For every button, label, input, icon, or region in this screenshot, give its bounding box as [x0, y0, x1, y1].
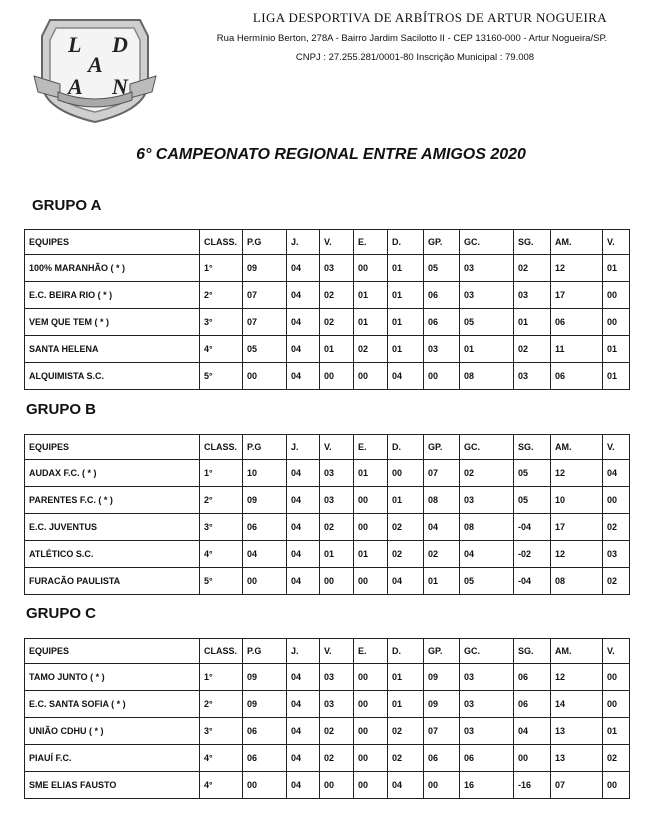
stat-cell-e: 01 [354, 309, 388, 336]
column-header-sg: SG. [514, 230, 551, 255]
column-header-d: D. [388, 639, 424, 664]
org-name: LIGA DESPORTIVA DE ARBÍTROS DE ARTUR NOGUEIRA [252, 10, 608, 25]
stat-cell-gc: 08 [460, 363, 514, 390]
standings-table [24, 638, 630, 799]
column-header-v2: V. [603, 639, 630, 664]
column-header-gp: GP. [424, 230, 460, 255]
stat-cell-gc: 03 [460, 691, 514, 718]
team-name-cell: E.C. JUVENTUS [25, 514, 200, 541]
table-row [25, 745, 630, 772]
team-name-cell: PIAUÍ F.C. [25, 745, 200, 772]
stat-cell-j: 04 [287, 336, 320, 363]
stat-cell-v: 03 [320, 691, 354, 718]
logo-letter-l: L [68, 32, 82, 57]
stat-cell-am: 08 [551, 568, 603, 595]
stat-cell-d: 01 [388, 691, 424, 718]
stat-cell-e: 00 [354, 691, 388, 718]
column-header-class: CLASS. [200, 435, 243, 460]
stat-cell-pg: 00 [243, 568, 287, 595]
stat-cell-class: 5° [200, 363, 243, 390]
stat-cell-e: 00 [354, 255, 388, 282]
stat-cell-pg: 00 [243, 363, 287, 390]
team-name-cell: SME ELIAS FAUSTO [25, 772, 200, 799]
stat-cell-v: 02 [320, 514, 354, 541]
stat-cell-j: 04 [287, 460, 320, 487]
stat-cell-v2: 04 [603, 460, 630, 487]
stat-cell-v: 02 [320, 745, 354, 772]
stat-cell-class: 3° [200, 309, 243, 336]
column-header-pg: P.G [243, 435, 287, 460]
table-row [25, 363, 630, 390]
group-title: GRUPO B [26, 401, 97, 418]
column-header-class: CLASS. [200, 639, 243, 664]
stat-cell-v: 00 [320, 772, 354, 799]
team-name-cell: ALQUIMISTA S.C. [25, 363, 200, 390]
stat-cell-sg: 01 [514, 309, 551, 336]
column-header-class: CLASS. [200, 230, 243, 255]
stat-cell-gc: 08 [460, 514, 514, 541]
stat-cell-j: 04 [287, 772, 320, 799]
stat-cell-am: 13 [551, 718, 603, 745]
column-header-e: E. [354, 435, 388, 460]
stat-cell-j: 04 [287, 664, 320, 691]
stat-cell-am: 17 [551, 282, 603, 309]
stat-cell-gp: 04 [424, 514, 460, 541]
stat-cell-d: 02 [388, 514, 424, 541]
stat-cell-e: 00 [354, 363, 388, 390]
stat-cell-gp: 06 [424, 282, 460, 309]
stat-cell-v2: 02 [603, 514, 630, 541]
stat-cell-e: 01 [354, 541, 388, 568]
stat-cell-gc: 03 [460, 255, 514, 282]
column-header-d: D. [388, 230, 424, 255]
stat-cell-sg: 05 [514, 487, 551, 514]
stat-cell-sg: -04 [514, 514, 551, 541]
stat-cell-gp: 06 [424, 745, 460, 772]
column-header-gp: GP. [424, 639, 460, 664]
org-cnpj: CNPJ : 27.255.281/0001-80 Inscrição Municipal : 79.008 [295, 52, 535, 63]
stat-cell-v: 00 [320, 363, 354, 390]
stat-cell-am: 06 [551, 363, 603, 390]
stat-cell-gp: 02 [424, 541, 460, 568]
team-name-cell: FURACÃO PAULISTA [25, 568, 200, 595]
stat-cell-d: 01 [388, 664, 424, 691]
stat-cell-gc: 03 [460, 487, 514, 514]
standings-table [24, 229, 630, 390]
stat-cell-v2: 00 [603, 487, 630, 514]
stat-cell-e: 01 [354, 282, 388, 309]
stat-cell-e: 00 [354, 568, 388, 595]
stat-cell-e: 00 [354, 664, 388, 691]
column-header-am: AM. [551, 435, 603, 460]
column-header-sg: SG. [514, 435, 551, 460]
stat-cell-v: 00 [320, 568, 354, 595]
stat-cell-e: 00 [354, 718, 388, 745]
column-header-pg: P.G [243, 639, 287, 664]
table-row [25, 718, 630, 745]
stat-cell-d: 01 [388, 309, 424, 336]
stat-cell-v: 03 [320, 460, 354, 487]
stat-cell-am: 06 [551, 309, 603, 336]
stat-cell-sg: 06 [514, 664, 551, 691]
stat-cell-v: 02 [320, 282, 354, 309]
stat-cell-pg: 07 [243, 309, 287, 336]
stat-cell-sg: 05 [514, 460, 551, 487]
column-header-e: E. [354, 639, 388, 664]
stat-cell-sg: 00 [514, 745, 551, 772]
stat-cell-v: 02 [320, 309, 354, 336]
stat-cell-am: 12 [551, 664, 603, 691]
column-header-v: V. [320, 435, 354, 460]
stat-cell-gc: 06 [460, 745, 514, 772]
stat-cell-gc: 05 [460, 568, 514, 595]
stat-cell-j: 04 [287, 568, 320, 595]
stat-cell-j: 04 [287, 363, 320, 390]
column-header-team: EQUIPES [25, 230, 200, 255]
stat-cell-v2: 00 [603, 282, 630, 309]
stat-cell-d: 02 [388, 541, 424, 568]
column-header-gc: GC. [460, 435, 514, 460]
stat-cell-gp: 00 [424, 363, 460, 390]
stat-cell-j: 04 [287, 541, 320, 568]
column-header-gc: GC. [460, 230, 514, 255]
stat-cell-v2: 01 [603, 718, 630, 745]
stat-cell-class: 5° [200, 568, 243, 595]
group-title: GRUPO A [32, 197, 102, 214]
table-row [25, 664, 630, 691]
stat-cell-am: 12 [551, 460, 603, 487]
column-header-sg: SG. [514, 639, 551, 664]
column-header-v: V. [320, 639, 354, 664]
table-row [25, 541, 630, 568]
stat-cell-class: 1° [200, 664, 243, 691]
stat-cell-d: 02 [388, 718, 424, 745]
stat-cell-gp: 08 [424, 487, 460, 514]
table-row [25, 691, 630, 718]
stat-cell-gp: 09 [424, 664, 460, 691]
stat-cell-v2: 01 [603, 336, 630, 363]
stat-cell-e: 00 [354, 772, 388, 799]
table-row [25, 514, 630, 541]
stat-cell-sg: -04 [514, 568, 551, 595]
stat-cell-v: 01 [320, 336, 354, 363]
stat-cell-v2: 03 [603, 541, 630, 568]
team-name-cell: VEM QUE TEM ( * ) [25, 309, 200, 336]
table-row [25, 336, 630, 363]
stat-cell-d: 01 [388, 282, 424, 309]
stat-cell-v2: 00 [603, 691, 630, 718]
stat-cell-gc: 05 [460, 309, 514, 336]
stat-cell-class: 1° [200, 460, 243, 487]
stat-cell-pg: 09 [243, 487, 287, 514]
column-header-e: E. [354, 230, 388, 255]
stat-cell-class: 4° [200, 745, 243, 772]
stat-cell-sg: -02 [514, 541, 551, 568]
stat-cell-gp: 00 [424, 772, 460, 799]
stat-cell-e: 00 [354, 514, 388, 541]
stat-cell-v2: 02 [603, 568, 630, 595]
stat-cell-gc: 03 [460, 282, 514, 309]
stat-cell-d: 04 [388, 772, 424, 799]
stat-cell-class: 2° [200, 282, 243, 309]
stat-cell-v2: 00 [603, 772, 630, 799]
stat-cell-j: 04 [287, 487, 320, 514]
stat-cell-class: 2° [200, 691, 243, 718]
column-header-j: J. [287, 435, 320, 460]
stat-cell-j: 04 [287, 745, 320, 772]
stat-cell-d: 00 [388, 460, 424, 487]
table-header-row [25, 230, 630, 255]
table-row [25, 255, 630, 282]
stat-cell-v: 02 [320, 718, 354, 745]
group-title: GRUPO C [26, 605, 97, 622]
stat-cell-class: 3° [200, 514, 243, 541]
column-header-v: V. [320, 230, 354, 255]
stat-cell-v2: 01 [603, 255, 630, 282]
stat-cell-e: 02 [354, 336, 388, 363]
stat-cell-sg: 06 [514, 691, 551, 718]
column-header-j: J. [287, 639, 320, 664]
table-row [25, 568, 630, 595]
team-name-cell: AUDAX F.C. ( * ) [25, 460, 200, 487]
stat-cell-gp: 06 [424, 309, 460, 336]
logo-letter-d: D [112, 32, 128, 57]
stat-cell-gp: 07 [424, 718, 460, 745]
stat-cell-class: 4° [200, 541, 243, 568]
column-header-am: AM. [551, 230, 603, 255]
stat-cell-j: 04 [287, 691, 320, 718]
stat-cell-v: 03 [320, 487, 354, 514]
stat-cell-pg: 04 [243, 541, 287, 568]
stat-cell-am: 17 [551, 514, 603, 541]
stat-cell-am: 07 [551, 772, 603, 799]
logo-letter-n: N [112, 74, 128, 99]
stat-cell-gp: 05 [424, 255, 460, 282]
stat-cell-d: 04 [388, 568, 424, 595]
stat-cell-j: 04 [287, 718, 320, 745]
column-header-v2: V. [603, 435, 630, 460]
team-name-cell: UNIÃO CDHU ( * ) [25, 718, 200, 745]
table-header-row [25, 639, 630, 664]
stat-cell-j: 04 [287, 514, 320, 541]
stat-cell-e: 00 [354, 745, 388, 772]
stat-cell-gp: 03 [424, 336, 460, 363]
stat-cell-gc: 04 [460, 541, 514, 568]
stat-cell-v: 03 [320, 664, 354, 691]
stat-cell-v: 03 [320, 255, 354, 282]
table-row [25, 772, 630, 799]
table-row [25, 487, 630, 514]
table-row [25, 309, 630, 336]
team-name-cell: TAMO JUNTO ( * ) [25, 664, 200, 691]
column-header-d: D. [388, 435, 424, 460]
stat-cell-pg: 09 [243, 664, 287, 691]
stat-cell-d: 01 [388, 336, 424, 363]
stat-cell-gc: 01 [460, 336, 514, 363]
team-name-cell: SANTA HELENA [25, 336, 200, 363]
stat-cell-am: 14 [551, 691, 603, 718]
stat-cell-pg: 00 [243, 772, 287, 799]
column-header-gc: GC. [460, 639, 514, 664]
league-shield-icon [30, 14, 160, 126]
stat-cell-gc: 03 [460, 664, 514, 691]
stat-cell-pg: 10 [243, 460, 287, 487]
stat-cell-e: 01 [354, 460, 388, 487]
org-address: Rua Hermínio Berton, 278A - Bairro Jardim Sacilotto II - CEP 13160-000 - Artur Nogueira/SP. [216, 33, 608, 44]
stat-cell-v: 01 [320, 541, 354, 568]
stat-cell-v2: 01 [603, 363, 630, 390]
stat-cell-class: 1° [200, 255, 243, 282]
stat-cell-gc: 02 [460, 460, 514, 487]
stat-cell-sg: 04 [514, 718, 551, 745]
stat-cell-pg: 05 [243, 336, 287, 363]
stat-cell-d: 02 [388, 745, 424, 772]
stat-cell-sg: 03 [514, 363, 551, 390]
stat-cell-am: 12 [551, 255, 603, 282]
stat-cell-sg: 02 [514, 336, 551, 363]
stat-cell-j: 04 [287, 255, 320, 282]
team-name-cell: E.C. BEIRA RIO ( * ) [25, 282, 200, 309]
column-header-team: EQUIPES [25, 435, 200, 460]
logo-letter-a1: A [88, 52, 103, 77]
stat-cell-sg: -16 [514, 772, 551, 799]
column-header-j: J. [287, 230, 320, 255]
stat-cell-pg: 06 [243, 514, 287, 541]
stat-cell-v2: 00 [603, 664, 630, 691]
stat-cell-pg: 06 [243, 718, 287, 745]
stat-cell-pg: 06 [243, 745, 287, 772]
stat-cell-am: 10 [551, 487, 603, 514]
stat-cell-gc: 16 [460, 772, 514, 799]
stat-cell-v2: 00 [603, 309, 630, 336]
stat-cell-pg: 09 [243, 255, 287, 282]
stat-cell-j: 04 [287, 282, 320, 309]
stat-cell-class: 3° [200, 718, 243, 745]
stat-cell-e: 00 [354, 487, 388, 514]
stat-cell-am: 12 [551, 541, 603, 568]
team-name-cell: 100% MARANHÃO ( * ) [25, 255, 200, 282]
table-header-row [25, 435, 630, 460]
stat-cell-d: 01 [388, 487, 424, 514]
stat-cell-class: 2° [200, 487, 243, 514]
document-title: 6° CAMPEONATO REGIONAL ENTRE AMIGOS 2020 [136, 146, 526, 163]
stat-cell-d: 01 [388, 255, 424, 282]
column-header-am: AM. [551, 639, 603, 664]
stat-cell-class: 4° [200, 772, 243, 799]
stat-cell-v2: 02 [603, 745, 630, 772]
stat-cell-sg: 03 [514, 282, 551, 309]
stat-cell-gp: 07 [424, 460, 460, 487]
stat-cell-sg: 02 [514, 255, 551, 282]
column-header-pg: P.G [243, 230, 287, 255]
table-row [25, 460, 630, 487]
stat-cell-class: 4° [200, 336, 243, 363]
league-logo [30, 14, 160, 126]
stat-cell-gc: 03 [460, 718, 514, 745]
column-header-team: EQUIPES [25, 639, 200, 664]
stat-cell-j: 04 [287, 309, 320, 336]
stat-cell-gp: 09 [424, 691, 460, 718]
stat-cell-d: 04 [388, 363, 424, 390]
column-header-gp: GP. [424, 435, 460, 460]
stat-cell-pg: 09 [243, 691, 287, 718]
team-name-cell: PARENTES F.C. ( * ) [25, 487, 200, 514]
table-row [25, 282, 630, 309]
stat-cell-gp: 01 [424, 568, 460, 595]
logo-letter-a2: A [68, 74, 83, 99]
column-header-v2: V. [603, 230, 630, 255]
team-name-cell: E.C. SANTA SOFIA ( * ) [25, 691, 200, 718]
stat-cell-am: 13 [551, 745, 603, 772]
stat-cell-am: 11 [551, 336, 603, 363]
team-name-cell: ATLÉTICO S.C. [25, 541, 200, 568]
stat-cell-pg: 07 [243, 282, 287, 309]
standings-table [24, 434, 630, 595]
